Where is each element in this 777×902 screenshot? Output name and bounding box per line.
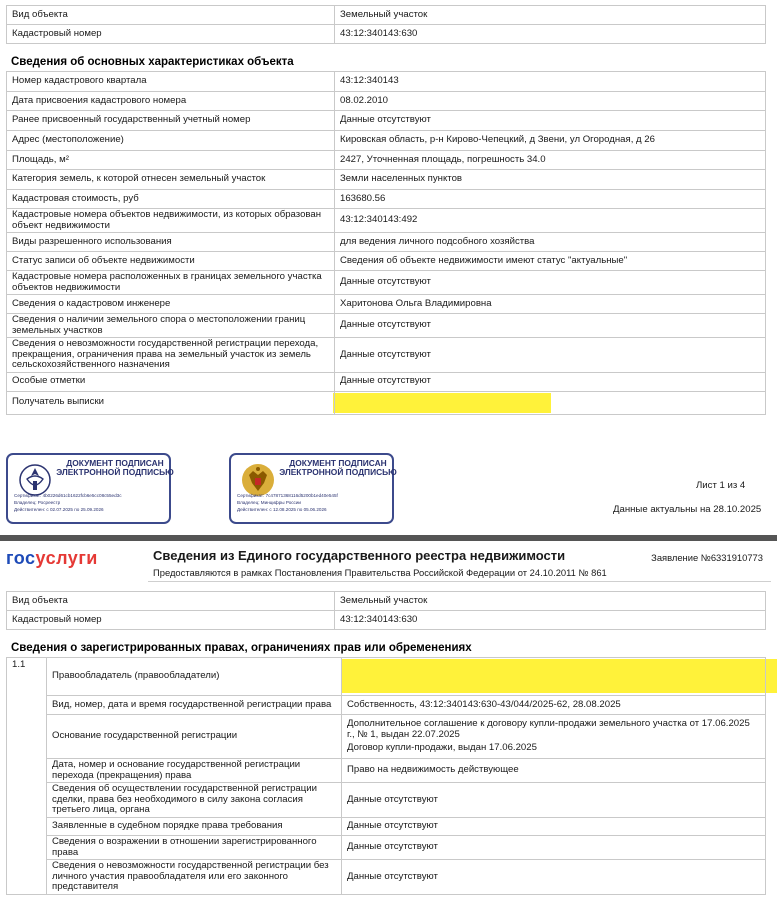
row-label: Основание государственной регистрации bbox=[47, 715, 342, 759]
row-label: Статус записи об объекте недвижимости bbox=[7, 252, 335, 271]
table-row bbox=[7, 151, 766, 170]
stamp-meta bbox=[14, 492, 172, 513]
row-value: 2427, Уточненная площадь, погрешность 34.0 bbox=[335, 151, 766, 170]
row-label: Заявленные в судебном порядке права требования bbox=[47, 818, 342, 836]
redaction-highlight bbox=[341, 659, 777, 693]
row-label: Правообладатель (правообладатели) bbox=[47, 658, 342, 696]
row-label: Особые отметки bbox=[7, 372, 335, 391]
e-signature-stamp-rosreestr bbox=[6, 453, 174, 524]
row-label: Категория земель, к которой отнесен земельный участок bbox=[7, 170, 335, 190]
row-value-owner bbox=[342, 658, 766, 696]
row-value: Харитонова Ольга Владимировна bbox=[335, 295, 766, 314]
table-row bbox=[7, 6, 766, 25]
stamp-cert: Сертификат: 4b0226d61cb1622fcb6e5cc08c55ed3c bbox=[14, 493, 122, 498]
stamp-cert: Сертификат: 7c47871368116d5200b1ed40e545f bbox=[237, 493, 338, 498]
table-row bbox=[7, 611, 766, 630]
stamp-heading: ДОКУМЕНТ ПОДПИСАН ЭЛЕКТРОННОЙ ПОДПИСЬЮ bbox=[56, 458, 174, 477]
row-value: 43:12:340143 bbox=[335, 72, 766, 92]
table-row bbox=[7, 759, 766, 783]
row-label: Сведения о невозможности государственной регистрации без личного участия правообладателя или его законного представителя bbox=[47, 860, 342, 895]
table-row bbox=[7, 295, 766, 314]
table-row bbox=[7, 209, 766, 233]
row-label: Сведения о кадастровом инженере bbox=[7, 295, 335, 314]
gosuslugi-logo bbox=[6, 548, 98, 569]
rights-table bbox=[6, 657, 766, 895]
page2-header bbox=[0, 541, 777, 585]
row-value: Данные отсутствуют bbox=[335, 111, 766, 131]
row-value: Земельный участок bbox=[335, 592, 766, 611]
row-value: Земли населенных пунктов bbox=[335, 170, 766, 190]
row-value: Данные отсутствуют bbox=[335, 372, 766, 391]
row-value: Данные отсутствуют bbox=[335, 314, 766, 338]
basis-line-2: Договор купли-продажи, выдан 17.06.2025 bbox=[347, 742, 537, 754]
page-title: Сведения из Единого государственного реестра недвижимости bbox=[153, 548, 566, 563]
table-row bbox=[7, 252, 766, 271]
row-value: Земельный участок bbox=[335, 6, 766, 25]
table-row bbox=[7, 131, 766, 151]
row-value: Данные отсутствуют bbox=[335, 271, 766, 295]
row-label: Вид объекта bbox=[7, 592, 335, 611]
table-row bbox=[7, 338, 766, 373]
row-value: Собственность, 43:12:340143:630-43/044/2025-62, 28.08.2025 bbox=[342, 696, 766, 715]
stamp-owner: Владелец: Минцифры России bbox=[237, 500, 301, 505]
row-label: Кадастровые номера расположенных в границах земельного участка объектов недвижимости bbox=[7, 271, 335, 295]
table-row bbox=[7, 314, 766, 338]
row-label: Вид объекта bbox=[7, 6, 335, 25]
row-value: Сведения об объекте недвижимости имеют статус "актуальные" bbox=[335, 252, 766, 271]
table-row bbox=[7, 715, 766, 759]
stamp-valid: Действителен: с 12.08.2025 по 05.06.2026 bbox=[237, 507, 327, 512]
table-row bbox=[7, 25, 766, 44]
row-label: Сведения о наличии земельного спора о местоположении границ земельных участков bbox=[7, 314, 335, 338]
table-row bbox=[7, 592, 766, 611]
table-row bbox=[7, 818, 766, 836]
row-label: Площадь, м² bbox=[7, 151, 335, 170]
logo-part2: услуги bbox=[35, 548, 98, 568]
row-label: Виды разрешенного использования bbox=[7, 233, 335, 252]
row-label: Ранее присвоенный государственный учетный номер bbox=[7, 111, 335, 131]
row-value: Данные отсутствуют bbox=[342, 836, 766, 860]
sheet-number: Лист 1 из 4 bbox=[696, 480, 746, 491]
entry-number: 1.1 bbox=[7, 658, 47, 895]
stamp-valid: Действителен: с 02.07.2025 по 25.09.2026 bbox=[14, 507, 104, 512]
table-row bbox=[7, 696, 766, 715]
basis-line-1: Дополнительное соглашение к договору купли-продажи земельного участка от 17.06.2025 г., № 1, выдан 22.07.2025 bbox=[347, 718, 750, 740]
row-label: Дата присвоения кадастрового номера bbox=[7, 92, 335, 111]
logo-part1: гос bbox=[6, 548, 36, 568]
row-value: для ведения личного подсобного хозяйства bbox=[335, 233, 766, 252]
stamp-owner: Владелец: Росреестр bbox=[14, 500, 61, 505]
table-row bbox=[7, 92, 766, 111]
row-value bbox=[342, 715, 766, 759]
header-rule bbox=[148, 581, 771, 582]
row-label: Кадастровые номера объектов недвижимости, из которых образован объект недвижимости bbox=[7, 209, 335, 233]
row-label: Получатель выписки bbox=[7, 391, 335, 414]
e-signature-stamp-mintsifry bbox=[229, 453, 397, 524]
row-value: Кировская область, р-н Кирово-Чепецкий, д Звени, ул Огородная, д 26 bbox=[335, 131, 766, 151]
table-row bbox=[7, 233, 766, 252]
table-row bbox=[7, 72, 766, 92]
object-info-table-2 bbox=[6, 591, 766, 630]
table-row bbox=[7, 190, 766, 209]
row-label: Адрес (местоположение) bbox=[7, 131, 335, 151]
section-title-rights: Сведения о зарегистрированных правах, ограничениях прав или обременениях bbox=[11, 642, 472, 654]
table-row bbox=[7, 658, 766, 696]
characteristics-table bbox=[6, 71, 766, 415]
row-value: 08.02.2010 bbox=[335, 92, 766, 111]
row-value: 43:12:340143:630 bbox=[335, 611, 766, 630]
row-label: Номер кадастрового квартала bbox=[7, 72, 335, 92]
application-number: Заявление №6331910773 bbox=[651, 552, 763, 563]
table-row bbox=[7, 783, 766, 818]
row-value: Право на недвижимость действующее bbox=[342, 759, 766, 783]
section-title-main-characteristics: Сведения об основных характеристиках объекта bbox=[11, 56, 294, 68]
table-row bbox=[7, 111, 766, 131]
row-label: Сведения о возражении в отношении зарегистрированного права bbox=[47, 836, 342, 860]
row-value: Данные отсутствуют bbox=[342, 860, 766, 895]
row-value: Данные отсутствуют bbox=[342, 818, 766, 836]
table-row bbox=[7, 391, 766, 414]
row-label: Кадастровая стоимость, руб bbox=[7, 190, 335, 209]
row-value: 43:12:340143:630 bbox=[335, 25, 766, 44]
row-label: Вид, номер, дата и время государственной регистрации права bbox=[47, 696, 342, 715]
actual-date: Данные актуальны на 28.10.2025 bbox=[613, 504, 762, 515]
row-label: Кадастровый номер bbox=[7, 25, 335, 44]
stamp-heading: ДОКУМЕНТ ПОДПИСАН ЭЛЕКТРОННОЙ ПОДПИСЬЮ bbox=[279, 458, 397, 477]
row-value: Данные отсутствуют bbox=[335, 338, 766, 373]
table-row bbox=[7, 860, 766, 895]
table-row bbox=[7, 170, 766, 190]
page-subtitle: Предоставляются в рамках Постановления Правительства Российской Федерации от 24.10.2011 № 861 bbox=[153, 567, 607, 578]
row-value: 43:12:340143:492 bbox=[335, 209, 766, 233]
table-row bbox=[7, 372, 766, 391]
table-row bbox=[7, 836, 766, 860]
row-label: Сведения об осуществлении государственной регистрации сделки, права без необходимого в силу закона согласия третьего лица, органа bbox=[47, 783, 342, 818]
stamp-meta bbox=[237, 492, 395, 513]
object-info-table bbox=[6, 5, 766, 44]
row-label: Дата, номер и основание государственной регистрации перехода (прекращения) права bbox=[47, 759, 342, 783]
row-value: 163680.56 bbox=[335, 190, 766, 209]
row-value: Данные отсутствуют bbox=[342, 783, 766, 818]
row-label: Кадастровый номер bbox=[7, 611, 335, 630]
redaction-highlight bbox=[333, 393, 551, 413]
row-label: Сведения о невозможности государственной регистрации перехода, прекращения, ограничения права на земельный участок из земель сельскохозяйственного назначения bbox=[7, 338, 335, 373]
table-row bbox=[7, 271, 766, 295]
row-value-recipient bbox=[335, 391, 766, 414]
